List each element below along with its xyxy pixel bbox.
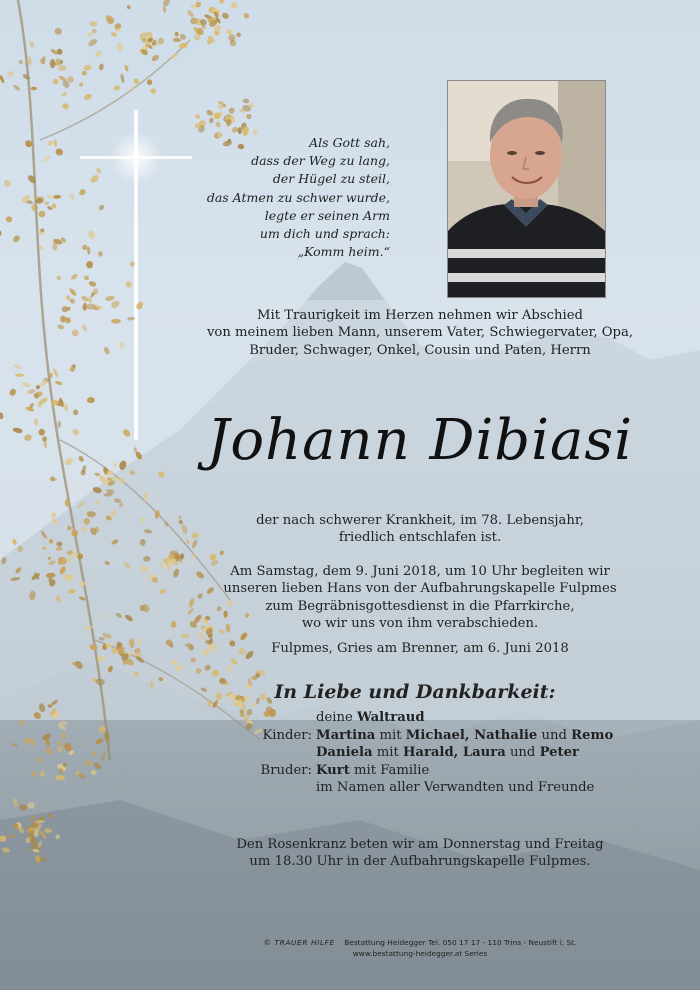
leaf (199, 18, 208, 27)
relative-connector: im Namen aller Verwandten und Freunde (316, 780, 595, 795)
relatives-label (230, 709, 316, 727)
leaf (87, 229, 96, 240)
relatives-names (316, 709, 425, 727)
leaf (47, 139, 55, 146)
leaf (12, 84, 20, 92)
place-date (150, 640, 690, 657)
leaf (120, 73, 125, 83)
leaf (162, 0, 172, 8)
leaf (186, 9, 195, 18)
leaf (38, 210, 46, 218)
leaf (150, 87, 157, 94)
leaf (158, 38, 164, 45)
rosary-text (150, 836, 690, 871)
funeral-line: Am Samstag, dem 9. Juni 2018, um 10 Uhr begleiten wir (230, 564, 610, 579)
relative-name: Daniela (316, 745, 373, 760)
relative-name: Kurt (316, 762, 350, 778)
footer-brand-logo: © TRAUER HILFE (263, 938, 335, 947)
leaf (150, 54, 160, 63)
rosary-line: Den Rosenkranz beten wir am Donnerstag und Freitag (236, 837, 604, 852)
footer-website: www.bestattung-heidegger.at Series (352, 948, 488, 958)
passing-text (150, 512, 690, 547)
leaf (243, 12, 250, 19)
relative-name: Waltraud (356, 710, 425, 725)
relative-connector: mit (372, 745, 403, 760)
poem-line: der Hügel zu steil, (272, 171, 390, 187)
relatives-list (230, 709, 630, 797)
relatives-row (230, 727, 630, 745)
leaf (31, 87, 38, 91)
leaf (89, 173, 100, 184)
leaf (87, 38, 98, 48)
relative-connector: und (505, 745, 540, 760)
leaf (89, 21, 97, 27)
leaf (219, 0, 225, 4)
leaf (88, 280, 97, 287)
leaf (243, 98, 250, 103)
leaf (58, 65, 67, 71)
leaf (236, 32, 242, 38)
leaf (173, 38, 182, 43)
relatives-label: Bruder: (260, 762, 312, 778)
place-date-line: Fulpmes, Gries am Brenner, am 6. Juni 2018 (271, 641, 569, 656)
leaf (226, 29, 233, 35)
relative-name: Harald, Laura (402, 745, 506, 760)
relatives-label (230, 744, 316, 762)
relative-connector: mit Familie (349, 762, 430, 778)
funeral-line: wo wir uns von ihm verabschieden. (301, 615, 539, 631)
leaf (54, 27, 63, 36)
leaf (49, 478, 57, 481)
leaf (55, 148, 64, 157)
leaf (209, 118, 213, 124)
relative-connector: deine (316, 710, 357, 725)
intro-line: Bruder, Schwager, Onkel, Cousin und Paten, Herrn (249, 342, 591, 358)
leaf (98, 251, 103, 257)
poem-line: das Atmen zu schwer wurde, (206, 189, 390, 205)
leaf (69, 193, 75, 200)
relative-name: Michael, Nathalie (405, 727, 538, 743)
funeral-line: zum Begräbnisgottesdienst in die Pfarrkirche, (265, 598, 575, 614)
leaf (146, 79, 153, 86)
leaf (44, 201, 50, 206)
relative-name: Martina (316, 727, 376, 743)
leaf (62, 103, 70, 110)
leaf (95, 167, 103, 174)
leaf (70, 273, 79, 281)
leaf (42, 155, 51, 163)
leaf (245, 113, 252, 120)
leaf (15, 374, 24, 377)
footer (170, 938, 670, 959)
poem-line: um dich und sprach: (259, 226, 390, 242)
relatives-names (316, 744, 579, 762)
passing-line: der nach schwerer Krankheit, im 78. Lebensjahr, (256, 513, 584, 528)
leaf (0, 229, 3, 238)
leaf (51, 512, 56, 517)
portrait-photo (447, 80, 606, 298)
leaf (18, 59, 23, 64)
leaf (51, 203, 56, 208)
leaf (124, 64, 129, 72)
poem (190, 134, 390, 261)
relatives-row (230, 779, 630, 797)
leaf (229, 1, 238, 10)
leaf (221, 12, 230, 20)
leaf (126, 5, 131, 10)
leaf (83, 275, 90, 282)
relative-connector: mit (375, 727, 406, 743)
relatives-label: Kinder: (262, 727, 312, 743)
intro-text (150, 307, 690, 359)
leaf (78, 188, 87, 197)
leaf (195, 0, 200, 1)
leaf (175, 32, 179, 37)
funeral-text (150, 563, 690, 632)
poem-line: dass der Weg zu lang, (251, 153, 390, 169)
leaf (94, 50, 103, 59)
intro-line: Mit Traurigkeit im Herzen nehmen wir Abschied (257, 308, 583, 323)
leaf (81, 70, 87, 76)
leaf (6, 70, 15, 79)
leaf (61, 91, 68, 98)
leaf (47, 195, 53, 199)
thanks-heading: In Liebe und Dankbarkeit: (274, 681, 556, 703)
leaf (194, 113, 201, 120)
leaf (129, 85, 136, 93)
leaf (56, 275, 62, 281)
leaf (113, 85, 120, 91)
leaf (50, 59, 56, 68)
relatives-row (230, 744, 630, 762)
relative-connector: und (537, 727, 572, 743)
passing-line: friedlich entschlafen ist. (338, 530, 502, 546)
poem-line: Als Gott sah, (309, 135, 390, 150)
relatives-names (316, 779, 594, 797)
relatives-label (230, 779, 316, 797)
leaf (162, 6, 166, 14)
leaf (68, 287, 77, 297)
leaf (86, 261, 94, 269)
leaf (99, 63, 104, 70)
leaf (6, 216, 12, 222)
intro-line: von meinem lieben Mann, unserem Vater, Schwiegervater, Opa, (206, 325, 634, 341)
poem-line: „Komm heim.“ (297, 244, 390, 260)
leaf (83, 93, 93, 101)
relatives-row (230, 762, 630, 780)
leaf (215, 121, 222, 129)
leaf (79, 82, 83, 87)
leaf (216, 692, 223, 700)
funeral-line: unseren lieben Hans von der Aufbahrungskapelle Fulpmes (223, 581, 617, 597)
relatives-row (230, 709, 630, 727)
leaf (3, 180, 10, 188)
leaf (115, 41, 124, 52)
rosary-line: um 18.30 Uhr in der Aufbahrungskapelle Fulpmes. (249, 854, 591, 870)
leaf (53, 79, 59, 85)
leaf (0, 75, 5, 84)
relatives-names (316, 727, 613, 745)
leaf (110, 32, 117, 38)
poem-line: legte er seinen Arm (264, 207, 390, 223)
leaf (228, 107, 236, 115)
leaf (29, 41, 36, 48)
leaf (54, 139, 58, 147)
relatives-names (316, 762, 429, 780)
footer-contact: Bestattung Heidegger Tel. 050 17 17 - 110 Trins - Neustift i. St. (344, 938, 577, 947)
leaf (12, 234, 21, 243)
leaf (53, 195, 61, 199)
relative-name: Peter (539, 745, 579, 760)
relative-name: Remo (571, 727, 614, 743)
deceased-name: Johann Dibiasi (206, 408, 634, 473)
leaf (83, 64, 92, 71)
leaf (30, 203, 40, 213)
leaf (124, 280, 133, 289)
leaf (98, 204, 105, 211)
